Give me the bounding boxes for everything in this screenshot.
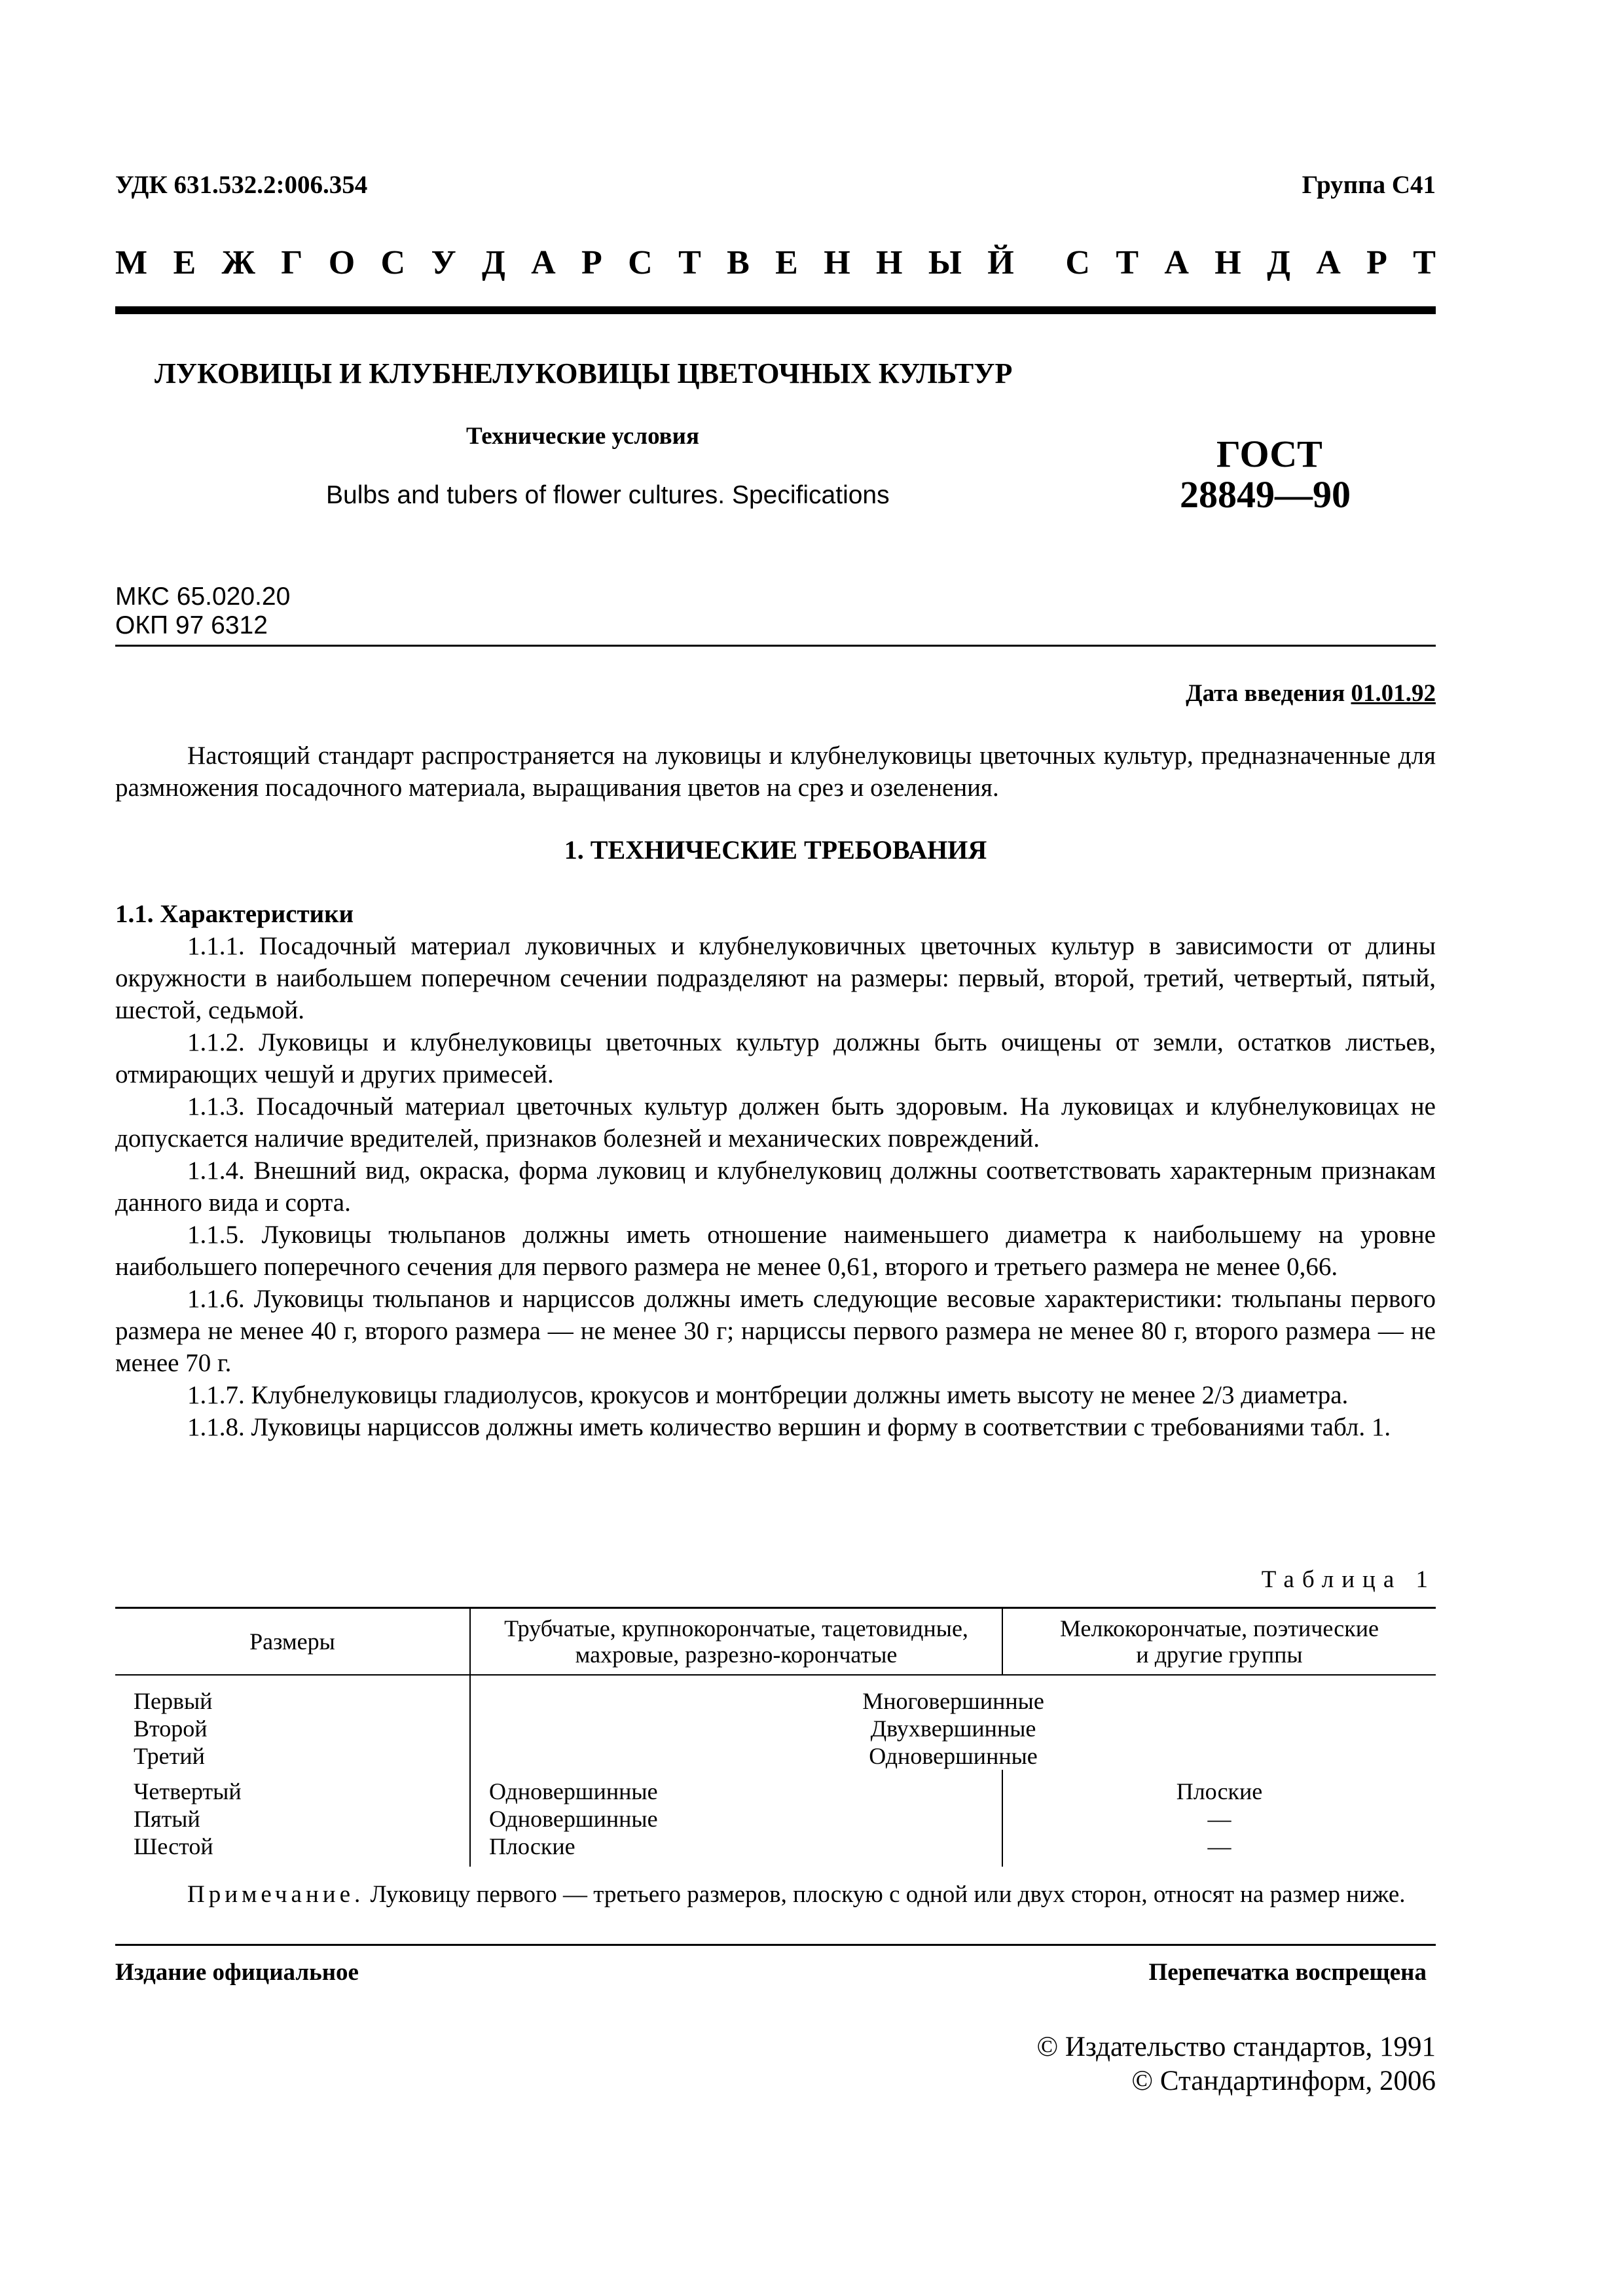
table-cell-size: Шестой [134, 1833, 213, 1859]
table-1 [115, 1607, 1436, 1867]
clause-1-1-6: 1.1.6. Луковицы тюльпанов и нарциссов должны иметь следующие весовые характеристики: тюльпаны первого размера не менее 40 г, второго размера — не менее 30 г; нарциссы первого размера не менее 80 г, второго размера — не менее 70 г. [115, 1285, 1436, 1377]
copyright-1991: © Издательство стандартов, 1991 [1036, 2032, 1436, 2062]
interstate-standard-text: М Е Ж Г О С У Д А Р С Т В Е Н Н Ы Й С Т А Н Д А Р Т [115, 244, 1436, 281]
copyright-block [1036, 2030, 1436, 2098]
effective-date [1186, 679, 1436, 708]
clause-1-1-4: 1.1.4. Внешний вид, окраска, форма луковиц и клубнелуковиц должны соответствовать характерным признакам данного вида и сорта. [115, 1157, 1436, 1217]
document-subtitle: Технические условия [466, 423, 699, 450]
table-cell-tubular: Одновершинные [470, 1770, 1002, 1805]
subsection-1-1-title: 1.1. Характеристики [115, 900, 354, 928]
table-row [115, 1805, 1436, 1833]
header-rule [115, 306, 1436, 314]
udk-code: УДК 631.532.2:006.354 [115, 171, 368, 199]
english-title: Bulbs and tubers of flower cultures. Specifications [326, 481, 890, 509]
table-row [115, 1833, 1436, 1867]
table-cell-small-crown: — [1002, 1805, 1436, 1833]
table-row [115, 1675, 1436, 1715]
clause-1-1-5: 1.1.5. Луковицы тюльпанов должны иметь отношение наименьшего диаметра к наибольшему на уровне наибольшего поперечного сечения для первого размера не менее 0,61, второго и третьего размера не менее 0,66. [115, 1221, 1436, 1281]
gost-number: 28849—90 [1180, 473, 1351, 516]
table-header-tubular [470, 1608, 1002, 1676]
table-header-tubular-line2: махровые, разрезно-корончатые [575, 1641, 898, 1668]
clause-1-1-3: 1.1.3. Посадочный материал цветочных культур должен быть здоровым. На луковицах и клубнелуковицах не допускается наличие вредителей, признаков болезней и механических повреждений. [115, 1092, 1436, 1153]
table-cell-merged: Многовершинные [470, 1675, 1436, 1715]
group-code: Группа С41 [1302, 171, 1436, 199]
table-header-small-crown [1002, 1608, 1436, 1676]
table-cell-small-crown: Плоские [1002, 1770, 1436, 1805]
table-1-caption: Таблица 1 [1261, 1566, 1436, 1593]
intro-paragraph: Настоящий стандарт распространяется на луковицы и клубнелуковицы цветочных культур, предназначенные для размножения посадочного материала, выращивания цветов на срез и озеленения. [115, 742, 1436, 802]
clause-1-1-7: 1.1.7. Клубнелуковицы гладиолусов, крокусов и монтбреции должны иметь высоту не менее 2/3 диаметра. [187, 1381, 1349, 1409]
table-header-sizes: Размеры [115, 1608, 470, 1676]
section-1-title: 1. ТЕХНИЧЕСКИЕ ТРЕБОВАНИЯ [564, 835, 987, 865]
footer-rule [115, 1944, 1436, 1946]
table-note-label: Примечание. [187, 1881, 365, 1908]
table-header-tubular-line1: Трубчатые, крупнокорончатые, тацетовидные, [504, 1615, 968, 1641]
table-row [115, 1742, 1436, 1770]
table-header-small-crown-line2: и другие группы [1136, 1641, 1303, 1668]
effective-date-label: Дата введения [1186, 680, 1345, 707]
document-title: ЛУКОВИЦЫ И КЛУБНЕЛУКОВИЦЫ ЦВЕТОЧНЫХ КУЛЬТУР [155, 357, 1013, 389]
table-cell-merged: Двухвершинные [470, 1715, 1436, 1742]
clause-1-1-1: 1.1.1. Посадочный материал луковичных и клубнелуковичных цветочных культур в зависимости от длины окружности в наибольшем поперечном сечении подразделяют на размеры: первый, второй, третий, четвертый, пятый, шестой, седьмой. [115, 932, 1436, 1024]
table-cell-tubular: Плоские [470, 1833, 1002, 1867]
table-cell-size: Первый [134, 1688, 213, 1714]
official-edition: Издание официальное [115, 1959, 359, 1986]
okp-code: ОКП 97 6312 [115, 611, 268, 639]
mks-code: МКС 65.020.20 [115, 583, 291, 611]
reprint-prohibited: Перепечатка воспрещена [1148, 1959, 1427, 1986]
table-cell-size: Третий [134, 1743, 205, 1769]
table-cell-size: Четвертый [134, 1778, 242, 1804]
table-cell-size: Пятый [134, 1806, 200, 1832]
table-header-small-crown-line1: Мелкокорончатые, поэтические [1060, 1615, 1379, 1641]
table-cell-small-crown: — [1002, 1833, 1436, 1867]
table-note [115, 1880, 1436, 1910]
classification-codes [115, 583, 290, 640]
table-cell-tubular: Одновершинные [470, 1805, 1002, 1833]
clause-1-1-8: 1.1.8. Луковицы нарциссов должны иметь количество вершин и форму в соответствии с требованиями табл. 1. [187, 1413, 1391, 1441]
table-cell-merged: Одновершинные [470, 1742, 1436, 1770]
table-row [115, 1770, 1436, 1805]
effective-date-value: 01.01.92 [1351, 680, 1436, 707]
table-row [115, 1715, 1436, 1742]
copyright-2006: © Стандартинформ, 2006 [1131, 2066, 1436, 2096]
table-cell-size: Второй [134, 1715, 208, 1742]
section-1-body [115, 898, 1436, 1443]
codes-rule [115, 645, 1436, 647]
interstate-standard-heading [115, 243, 1436, 282]
clause-1-1-2: 1.1.2. Луковицы и клубнелуковицы цветочных культур должны быть очищены от земли, остатков листьев, отмирающих чешуй и других примесей. [115, 1028, 1436, 1088]
gost-label: ГОСТ [1216, 433, 1322, 475]
table-note-text: Луковицу первого — третьего размеров, плоскую с одной или двух сторон, относят на размер ниже. [364, 1881, 1406, 1908]
